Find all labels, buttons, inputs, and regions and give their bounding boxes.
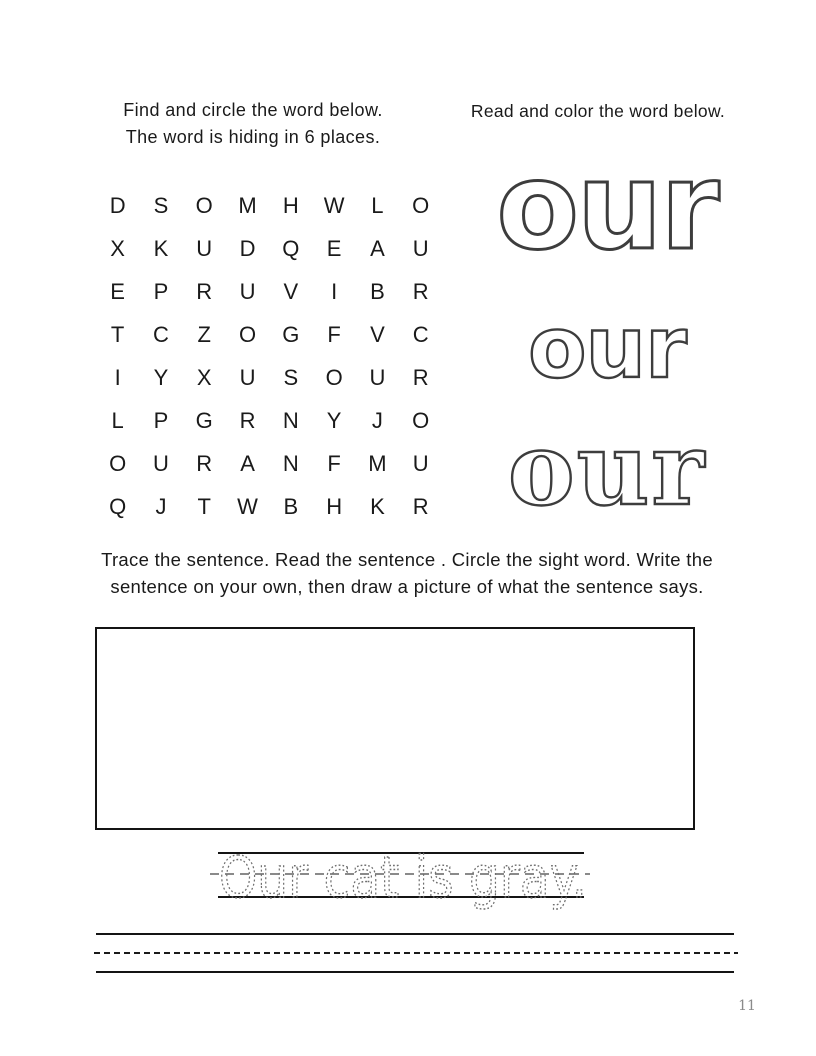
- grid-letter: P: [153, 278, 169, 304]
- grid-letter: C: [153, 321, 169, 347]
- grid-letter: A: [370, 235, 385, 261]
- grid-letter: Q: [282, 235, 300, 261]
- grid-letter: X: [196, 364, 212, 390]
- writing-line-middle-dashed: [94, 952, 738, 954]
- grid-letter: S: [153, 192, 169, 218]
- page-number: 11: [738, 998, 756, 1014]
- word-search-instruction: [57, 97, 449, 150]
- grid-letter: T: [110, 321, 125, 347]
- grid-letter: F: [327, 451, 341, 477]
- writing-line-bottom: [96, 971, 734, 973]
- grid-letter: U: [239, 278, 256, 304]
- trace-sentence-area: [205, 840, 605, 930]
- color-word-text: our: [507, 410, 707, 528]
- color-word-text: our: [528, 299, 686, 398]
- grid-letter: E: [110, 278, 125, 304]
- grid-letter: M: [238, 192, 257, 218]
- grid-letter: G: [195, 408, 213, 434]
- grid-letter: Z: [197, 321, 211, 347]
- grid-letter: P: [153, 408, 169, 434]
- grid-letter: V: [283, 278, 299, 304]
- grid-letter: R: [239, 408, 256, 434]
- grid-letter: I: [114, 364, 121, 390]
- grid-letter: O: [412, 192, 430, 218]
- grid-letter: U: [412, 451, 429, 477]
- grid-letter: U: [239, 364, 256, 390]
- grid-letter: O: [195, 192, 213, 218]
- color-word-text: our: [496, 138, 718, 277]
- grid-letter: R: [412, 494, 429, 520]
- grid-letter: N: [282, 451, 299, 477]
- grid-letter: O: [325, 364, 343, 390]
- grid-letter: R: [412, 278, 429, 304]
- grid-letter: A: [240, 451, 255, 477]
- grid-letter: H: [326, 494, 343, 520]
- grid-letter: O: [412, 408, 430, 434]
- grid-letter: U: [369, 364, 386, 390]
- grid-letter: U: [196, 235, 213, 261]
- grid-letter: W: [323, 192, 345, 218]
- grid-letter: U: [412, 235, 429, 261]
- drawing-box: [95, 627, 695, 830]
- grid-letter: F: [327, 321, 341, 347]
- grid-letter: Y: [326, 408, 342, 434]
- grid-letter: I: [331, 278, 338, 304]
- grid-letter: R: [412, 364, 429, 390]
- grid-letter: H: [282, 192, 299, 218]
- grid-letter: S: [283, 364, 299, 390]
- grid-letter: E: [326, 235, 342, 261]
- grid-letter: J: [155, 494, 167, 520]
- grid-letter: U: [153, 451, 169, 477]
- grid-letter: N: [282, 408, 299, 434]
- grid-letter: C: [412, 321, 429, 347]
- grid-letter: Q: [109, 494, 127, 520]
- grid-letter: D: [109, 192, 126, 218]
- grid-letter: R: [196, 278, 213, 304]
- grid-letter: M: [368, 451, 387, 477]
- grid-letter: O: [238, 321, 257, 347]
- color-word-serif-outline: [452, 410, 762, 530]
- word-search-instruction-line2: The word is hiding in 6 places.: [125, 126, 381, 147]
- grid-letter: R: [196, 451, 213, 477]
- grid-letter: W: [237, 494, 258, 520]
- grid-letter: K: [153, 235, 169, 261]
- trace-instruction-line2: sentence on your own, then draw a picture of what the sentence says.: [110, 575, 704, 597]
- letter-grid: [96, 184, 442, 529]
- grid-letter: J: [371, 408, 383, 434]
- grid-letter: Y: [153, 364, 169, 390]
- grid-letter: K: [370, 494, 385, 520]
- color-word-instruction: Read and color the word below.: [470, 101, 726, 121]
- grid-letter: T: [197, 494, 211, 520]
- trace-instruction-line1: Trace the sentence. Read the sentence . Circle the sight word. Write the: [101, 549, 713, 570]
- grid-letter: V: [370, 321, 385, 347]
- trace-sentence-text: Our cat is gray.: [219, 845, 587, 911]
- grid-letter: B: [370, 278, 385, 304]
- color-word-bubble-large: [452, 138, 762, 277]
- grid-letter: X: [110, 235, 125, 261]
- grid-letter: G: [282, 321, 300, 347]
- word-search-instruction-line1: Find and circle the word below.: [123, 100, 383, 120]
- writing-line-top: [96, 933, 734, 935]
- trace-instruction: [37, 547, 777, 600]
- grid-letter: L: [111, 408, 124, 434]
- color-word-bubble-medium: [452, 300, 762, 400]
- grid-letter: B: [283, 494, 299, 520]
- grid-letter: D: [239, 235, 256, 261]
- grid-letter: O: [109, 451, 127, 477]
- grid-letter: L: [371, 192, 384, 218]
